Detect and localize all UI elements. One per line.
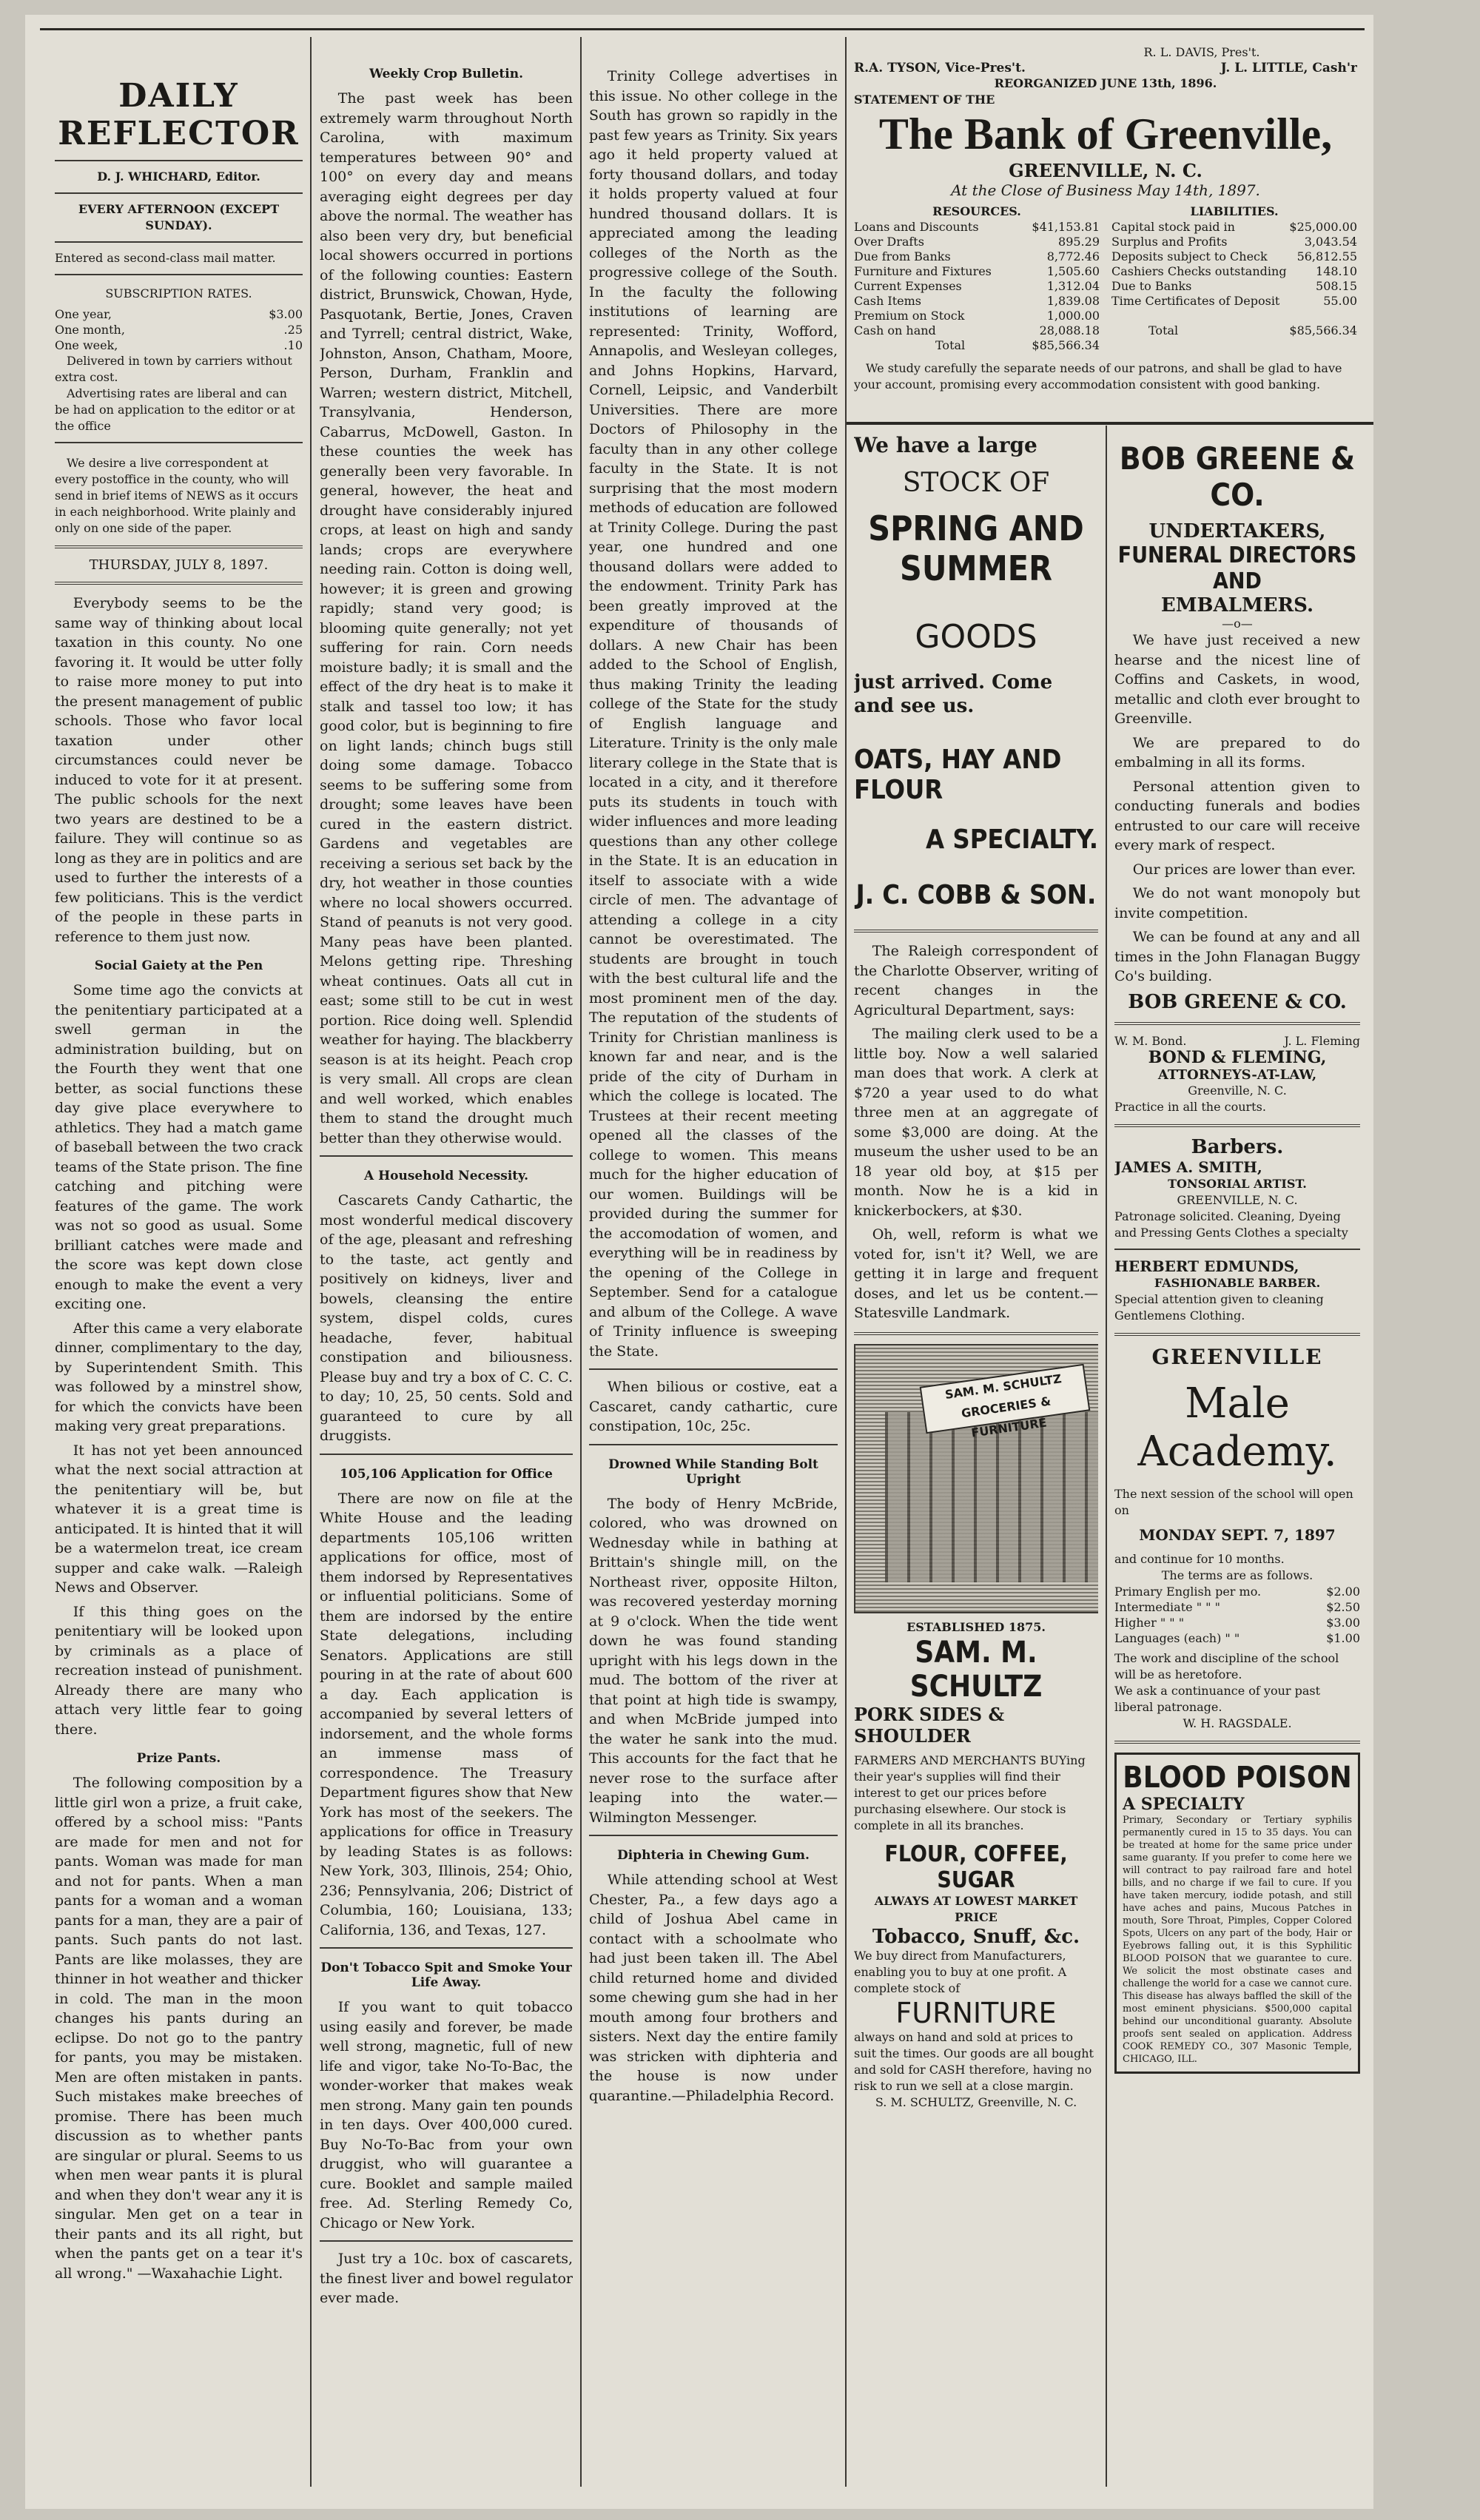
article-paragraph: Our prices are lower than ever. [1132, 861, 1356, 878]
article-paragraph: Some time ago the convicts at the penitentiary participated at a swell german in the administration building, but on the Fourth they went that one better, as social functions these day give place everywhere to athletics. They had a match game of baseball between the two crack teams of the State prison. The fine catching and pitching were features of the game. The work was not so good as usual. Some brilliant catches were made and the score was kept down close enough to make the event a very exciting one. [55, 982, 303, 1312]
article-paragraph: Oh, well, reform is what we voted for, isn't it? Well, we are getting it in large and frequent doses, and let us be content.—Statesville Landmark. [854, 1226, 1098, 1321]
schultz-pork: PORK SIDES & SHOULDER [854, 1703, 1005, 1747]
table-row: Cash Items 1,839.08 [854, 294, 1100, 308]
masthead: DAILY REFLECTOR [58, 77, 300, 152]
bank-statement: STATEMENT OF THE [854, 93, 995, 107]
bank-cashier: J. L. LITTLE, Cash'r [1220, 61, 1357, 75]
table-row: Due to Banks 508.15 [1111, 279, 1357, 293]
article-paragraph: The Raleigh correspondent of the Charlotte Observer, writing of recent changes in the Agricultural Department, says: [854, 943, 1098, 1018]
table-row: Due from Banks 8,772.46 [854, 249, 1100, 263]
column-2 [320, 44, 573, 2487]
table-row: Current Expenses 1,312.04 [854, 279, 1100, 293]
greene-title: BOB GREENE & CO. [1119, 440, 1356, 513]
bank-reorganized: REORGANIZED JUNE 13th, 1896. [994, 76, 1217, 90]
barber-name: JAMES A. SMITH, [1114, 1157, 1262, 1176]
table-row: Cash on hand 28,088.18 [854, 323, 1100, 337]
store-sign: SAM. M. SCHULTZ GROCERIES & FURNITURE [920, 1363, 1091, 1434]
lawyer-name: J. L. Fleming [1284, 1033, 1360, 1048]
cobb-goods: GOODS [915, 618, 1037, 656]
schultz-established: ESTABLISHED 1875. [906, 1619, 1046, 1634]
divider [847, 422, 1373, 425]
table-row: Time Certificates of Deposit 55.00 [1111, 294, 1357, 308]
greene-sub: UNDERTAKERS, [1148, 520, 1326, 542]
barber-name: HERBERT EDMUNDS, [1114, 1257, 1299, 1275]
article-heading: Drowned While Standing Bolt Upright [608, 1456, 818, 1487]
table-row: Over Drafts 895.29 [854, 235, 1100, 249]
issue-date: THURSDAY, JULY 8, 1897. [89, 557, 269, 573]
bank-close-date: At the Close of Business May 14th, 1897. [951, 181, 1260, 199]
article-heading: Prize Pants. [136, 1751, 221, 1766]
article-paragraph: After this came a very elaborate dinner, complimentary to the day, by Superintendent Smith. This was followed by a minstrel show, for which the convicts have been making very great preparations. [55, 1320, 303, 1434]
article-paragraph: While attending school at West Chester, Pa., a few days ago a child of Joshua Abel came in contact with a schoolmate who had just been taken ill. The Abel child returned home and divided some chewing gum she had in her mouth among four brothers and sisters. Next day the entire family was stricken with diphteria and the house is now under quarantine.—Philadelphia Record. [589, 1872, 838, 2104]
article-paragraph: There are now on file at the White House and the leading departments 105,106 written applications for office, most of them indorsed by Representatives or influential politicians. Some of them are indorsed by the entire State delegations, including Senators. Applications are still pouring in at the rate of about 600 a day. Each application is accompanied by several letters of indorsement, and the whole forms an immense mass of correspondence. The Treasury Department figures show that New York has most of the seekers. The applications for office in Treasury by leading States is as follows: New York, 303, Illinois, 254; Ohio, 236; Pennsylvania, 206; District of Columbia, 160; Louisiana, 133; California, 136, and Texas, 127. [320, 1490, 573, 1938]
blood-poison-advertisement: BLOOD POISON A SPECIALTY Primary, Secondary or Tertiary syphilis permanently cured in 15 to 35 days. You can be treated at home for the same price under same guaranty. If you prefer to come here we will contract to pay railroad fare and hotel bills, and no charge if we fail to cure. If you have taken mercury, iodide potash, and still have aches and pains, Mucous Patches in mouth, Sore Throat, Pimples, Copper Colored Spots, Ulcers on any part of the body, Hair or Eyebrows falling out, it is this Syphilitic BLOOD POISON that we guarantee to cure. We solicit the most obstinate cases and challenge the world for a case we cannot cure. This disease has always baffled the skill of the most eminent physicians. $500,000 capital behind our unconditional guaranty. Absolute proofs sent sealed on application. Address COOK REMEDY CO., 307 Masonic Temple, CHICAGO, ILL. [1114, 1753, 1360, 2074]
greene-sub: EMBALMERS. [1160, 594, 1314, 616]
subscription-heading: SUBSCRIPTION RATES. [105, 286, 252, 300]
entered-line: Entered as second-class mail matter. [55, 251, 276, 265]
academy-title: GREENVILLE [1151, 1344, 1323, 1369]
schultz-farmers: FARMERS AND MERCHANTS BUYing their year's supplies will find their interest to get our prices before purchasing elsewhere. Our stock is complete in all its branches. [854, 1753, 1086, 1832]
tuition-row: Languages (each) " " $1.00 [1114, 1630, 1360, 1645]
schultz-cash: always on hand and sold at prices to suit the times. Our goods are all bought and sold for CASH therefore, having no risk to run we sell at a close margin. [854, 2029, 1094, 2093]
bank-city: GREENVILLE, N. C. [1009, 160, 1202, 181]
schedule-line: EVERY AFTERNOON (EXCEPT SUNDAY). [78, 202, 280, 232]
bank-note: We study carefully the separate needs of our patrons, and shall be glad to have your account, promising every accommodation consistent with good banking. [854, 361, 1342, 392]
barbers-heading: Barbers. [1191, 1135, 1284, 1158]
law-title: ATTORNEYS-AT-LAW, [1157, 1066, 1317, 1083]
cobb-line: A SPECIALTY. [926, 824, 1098, 855]
article-paragraph: We can be found at any and all times in the John Flanagan Buggy Co's building. [1114, 929, 1360, 984]
tuition-row: Intermediate " " " $2.50 [1114, 1599, 1360, 1614]
cobb-signature: J. C. COBB & SON. [855, 880, 1097, 910]
bank-president: R. L. DAVIS, Pres't. [1143, 45, 1260, 59]
article-paragraph: The following composition by a little girl won a prize, a fruit cake, offered by a school miss: "Pants are made for men and not for pants. Woman was made for man and not for pants. When a man pants for a woman and a woman pants for a man, they are a pair of pants. Such pants do not last. Pants are like molasses, they are thinner in hot weather and thicker in cold. The man in the moon changes his pants during an eclipse. Do not go to the pantry for pants, you may be mistaken. Men are often mistaken in pants. Such mistakes make breeches of promise. There has been much discussion as to whether pants are singular or plural. Seems to us when men wear pants it is plural and when they don't wear any it is singular. Men get on a tear in their pants and its all right, but when the pants get on a tear it's all wrong." —Waxahachie Light. [55, 1775, 303, 2282]
cobb-line: just arrived. Come and see us. [854, 671, 1053, 717]
schultz-tobacco: Tobacco, Snuff, &c. [872, 1925, 1080, 1948]
schultz-always: ALWAYS AT LOWEST MARKET PRICE [874, 1893, 1078, 1924]
article-paragraph: We are prepared to do embalming in all its forms. [1114, 734, 1360, 770]
column-rule [310, 37, 312, 2487]
schultz-signature: S. M. SCHULTZ, Greenville, N. C. [875, 2094, 1077, 2109]
law-city: Greenville, N. C. [1188, 1083, 1287, 1098]
table-row: Furniture and Fixtures 1,505.60 [854, 264, 1100, 278]
article-paragraph: Just try a 10c. box of cascarets, the finest liver and bowel regulator ever made. [320, 2251, 573, 2306]
column-3 [589, 44, 838, 2487]
tuition-row: Higher " " " $3.00 [1114, 1615, 1360, 1630]
column-rule [580, 37, 582, 2487]
advertising-note: Advertising rates are liberal and can be had on application to the editor or at the office [55, 386, 295, 433]
cobb-line: We have a large [854, 433, 1037, 457]
rate-row: One week, .10 [55, 338, 303, 352]
correspondent-note: We desire a live correspondent at every postoffice in the county, who will send in brief items of NEWS as it occurs in each neighborhood. Write plainly and only on one side of the paper. [55, 456, 298, 535]
article-paragraph: When bilious or costive, eat a Cascaret, candy cathartic, cure constipation, 10c, 25c. [589, 1379, 838, 1434]
bank-vice-president: R.A. TYSON, Vice-Pres't. [854, 61, 1026, 75]
liabilities-table: LIABILITIES. Capital stock paid in $25,000.00 Surplus and Profits 3,043.54 Deposits subject to Check 56,812.55 Cashiers Checks outstanding 148.10 Due to Banks 508.15 Time Certificates of Deposit 55.00 Total $85,566.34 [1111, 204, 1357, 337]
law-practice: Practice in all the courts. [1114, 1099, 1266, 1114]
schultz-store-engraving [854, 1344, 1098, 1613]
greene-signature: BOB GREENE & CO. [1128, 990, 1347, 1013]
table-row: Total $85,566.34 [935, 338, 1100, 352]
rate-row: One month, .25 [55, 323, 303, 337]
article-paragraph: We have just received a new hearse and the nicest line of Coffins and Caskets, in wood, metallic and cloth ever brought to Greenville. [1114, 632, 1360, 727]
cobb-line: STOCK OF [902, 468, 1050, 498]
cobb-headline: SPRING AND SUMMER [868, 508, 1084, 588]
academy-title: Male Academy. [1137, 1379, 1337, 1476]
column-5: BOB GREENE & CO. UNDERTAKERS, FUNERAL DIRECTORS AND EMBALMERS. —o— We have just received a new hearse and the nicest line of Coffins and Caskets, in wood, metallic and cloth ever brought to Greenville. We are prepared to do embalming in all its forms. Personal attention given to conducting funerals and bodies entrusted to our care will receive every mark of respect. Our prices are lower than ever. We do not want monopoly but invite competition. We can be found at any and all times in the John Flanagan Buggy Co's building. BOB GREENE & CO. W. M. Bond. J. L. Fleming BOND & FLEMING, ATTORNEYS-AT-LAW, Greenville, N. C. Practice in all the courts. Barbers. JAMES A. SMITH, TONSORIAL ARTIST. GREENVILLE, N. C. Patronage solicited. Cleaning, Dyeing and Pressing Gents Clothes a specialty HERBERT EDMUNDS, FASHIONABLE BARBER. Special attention given to cleaning Gentlemens Clothing. GREENVILLE Male Academy. The next session of the school will open on MONDAY SEPT. 7, 1897 and continue for 10 months. The terms are as follows. Primary English per mo. $2.00 Intermediate " " " $2.50 Higher " " " $3.00 Languages (each) " " $1.00 The work and discipline of the school will be as heretofore. We ask a continuance of your past liberal patronage. W. H. RAGSDALE. BLOOD POISON A SPECIALTY Primary, Secondary or Tertiary syphilis permanently cured in 15 to 35 days. You can be treated at home for the same price under same guaranty. If you prefer to come here we will contract to pay railroad fare and hotel bills, and no charge if we fail to cure. If you have taken mercury, iodide potash, and still have aches and pains, Mucous Patches in mouth, Sore Throat, Pimples, Copper Colored Spots, Ulcers on any part of the body, Hair or Eyebrows falling out, it is this Syphilitic BLOOD POISON that we guarantee to cure. We solicit the most obstinate cases and challenge the world for a case we cannot cure. This disease has always baffled the skill of the most eminent physicians. $500,000 capital behind our unconditional guaranty. Absolute proofs sent sealed on application. Address COOK REMEDY CO., 307 Masonic Temple, CHICAGO, ILL. [1114, 433, 1360, 2487]
column-4 [854, 433, 1098, 2487]
article-paragraph: Trinity College advertises in this issue. No other college in the South has grown so rapidly in the past few years as Trinity. Six years ago it held property valued at forty thousand dollars, and today it holds property valued at four hundred thousand dollars. It is appreciated among the leading colleges of the North as the progressive college of the South. In the faculty the following institutions of learning are represented: Trinity, Wofford, Annapolis, and Wesleyan colleges, and Johns Hopkins, Harvard, Cornell, Leipsic, and Vanderbilt Universities. There are more Doctors of Philosophy in the faculty than in any other college faculty in the State. It is not surprising that the most modern methods of education are followed at Trinity College. During the past year, one hundred and one thousand dollars were added to the endowment. Trinity Park has been greatly improved at the expenditure of thousands of dollars. A new Chair has been added to the School of English, thus making Trinity the leading college of the State for the study of English language and Literature. Trinity is the only male literary college in the State that is located in a city, and it therefore puts its students in touch with wider influences and more leading questions than any other college in the State. It is an education in itself to associate with a wide circle of men. The advantage of attending a college in a city cannot be overestimated. The students are brought in touch with the best cultural life and the most prominent men of the day. The reputation of the students of Trinity for Christian manliness is known far and near, and is the pride of the city of Durham in which the college is located. The Trustees at their recent meeting opened all the classes of the college to women. This means much for the higher education of our women. Buildings will be provided during the summer for the accomodation of women, and everything will be in readiness by the opening of the College in September. Send for a catalogue and album of the College. A wave of Trinity influence is sweeping the State. [589, 68, 838, 1360]
law-firm: BOND & FLEMING, [1148, 1047, 1327, 1067]
blood-title: BLOOD POISON [1123, 1760, 1352, 1795]
delivered-note: Delivered in town by carriers without extra cost. [55, 354, 292, 384]
article-heading: Weekly Crop Bulletin. [369, 67, 524, 81]
cobb-line: OATS, HAY AND FLOUR [854, 745, 1062, 805]
article-heading: 105,106 Application for Office [340, 1466, 553, 1482]
article-heading: Don't Tobacco Spit and Smoke Your Life Away. [320, 1960, 572, 1990]
article-paragraph: The mailing clerk used to be a little boy. Now a well salaried man does that work. A clerk at $720 a year used to do what three men at an aggregate of some $3,000 are doing. At the museum the usher used to be an 18 year old boy, at $15 per month. Now he is a kid in knickerbockers, at $30. [854, 1026, 1098, 1219]
schultz-direct: We buy direct from Manufacturers, enabling you to buy at one profit. A complete stock of [854, 1948, 1067, 1995]
editorial-text: Everybody seems to be the same way of thinking about local taxation in this county. No one favoring it. It would be utter folly to raise more money to put into the present management of public schools. Those who favor local taxation under other circumstances could never be induced to vote for it at present. The public schools for the next two years are destined to be a failure. They will continue so as long as they are in politics and are used to further the interests of a few politicians. This is the verdict of the people in these parts in reference to them just now. [55, 595, 303, 945]
column-rule [1106, 426, 1107, 2487]
schultz-furniture: FURNITURE [895, 1996, 1057, 2029]
table-row: Cashiers Checks outstanding 148.10 [1111, 264, 1357, 278]
article-paragraph: The body of Henry McBride, colored, who was drowned on Wednesday while in bathing at Brittain's shingle mill, on the Northeast river, opposite Hilton, was recovered yesterday morning at 9 o'clock. When the tide went down he was found standing upright with his legs down in the mud. The bottom of the river at that point at high tide is swampy, and when McBride jumped into the water he sank into the mud. This accounts for the fact that he never rose to the surface after leaping into the water.—Wilmington Messenger. [589, 1495, 838, 1826]
tuition-row: Primary English per mo. $2.00 [1114, 1584, 1360, 1599]
schultz-name: SAM. M. SCHULTZ [909, 1635, 1043, 1704]
resources-table: RESOURCES. Loans and Discounts $41,153.81 Over Drafts 895.29 Due from Banks 8,772.46 Furniture and Fixtures 1,505.60 Current Expenses 1,312.04 Cash Items 1,839.08 Premium on Stock 1,000.00 Cash on hand 28,088.18 Total $85,566.34 [854, 204, 1100, 352]
rate-row: One year, $3.00 [55, 307, 303, 321]
table-row: Capital stock paid in $25,000.00 [1111, 220, 1357, 234]
academy-date: MONDAY SEPT. 7, 1897 [1139, 1525, 1336, 1544]
rates-list [55, 306, 303, 353]
table-row: Total $85,566.34 [1148, 323, 1357, 337]
article-heading: A Household Necessity. [363, 1169, 529, 1183]
bank-advertisement [854, 44, 1357, 418]
top-rule [40, 28, 1365, 30]
schultz-flour: FLOUR, COFFEE, SUGAR [884, 1841, 1068, 1893]
column-1 [55, 44, 303, 2487]
bank-title: The Bank of Greenville, [878, 110, 1333, 158]
article-paragraph: Personal attention given to conducting funerals and bodies entrusted to our care will receive every mark of respect. [1114, 778, 1360, 853]
table-row: Deposits subject to Check 56,812.55 [1111, 249, 1357, 263]
greene-sub: FUNERAL DIRECTORS AND [1117, 542, 1357, 594]
article-heading: Social Gaiety at the Pen [94, 958, 263, 973]
table-row: Surplus and Profits 3,043.54 [1111, 235, 1357, 249]
table-row: Premium on Stock 1,000.00 [854, 309, 1100, 323]
article-paragraph: It has not yet been announced what the next social attraction at the penitentiary will be, but whatever it is a great time is anticipated. It is hinted that it will be a watermelon treat, ice cream supper and cake walk. —Raleigh News and Observer. [55, 1442, 303, 1596]
article-paragraph: If this thing goes on the penitentiary will be looked upon by criminals as a place of recreation instead of punishment. Already there are many who attach very little fear to going there. [55, 1603, 303, 1738]
column-rule [845, 37, 847, 2487]
editor-line: D. J. WHICHARD, Editor. [97, 169, 260, 184]
lawyer-name: W. M. Bond. [1114, 1033, 1187, 1048]
newspaper-page [25, 15, 1373, 2509]
article-paragraph: The past week has been extremely warm throughout North Carolina, with maximum temperatures between 90° and 100° on every day and means averaging eight degrees per day above the normal. The weather has also been very dry, but beneficial local showers occurred in portions of the following counties: Eastern district, Brunswick, Chowan, Hyde, Pasquotank, Bertie, Jones, Craven and Tyrrell; central district, Wake, Johnston, Anson, Chatham, Moore, Person, Durham, Franklin and Warren; western district, Mitchell, Transylvania, Henderson, Cabarrus, McDowell, Gaston. In these counties the week has generally been very favorable. In general, however, the heat and drought have considerably injured crops, at least on high and sandy lands; crops are everywhere needing rain. Cotton is doing well, however; it is green and growing rapidly; stand very good; is blooming quite generally; not yet suffering for rain. Corn needs moisture badly; it is small and the effect of the dry heat is to make it stalk and tassel too low; it has good color, but is beginning to fire on light lands; chinch bugs still doing some damage. Tobacco seems to be suffering some from drought; some leaves have been cured in the eastern district. Gardens and vegetables are receiving a serious set back by the dry, hot weather in those counties where no local showers occurred. Stand of peanuts is not very good. Many peas have been planted. Melons getting ripe. Threshing wheat continues. Oats all cut in east; some still to be cut in west portion. Rice doing well. Splendid weather for haying. The blackberry season is at its height. Peach crop is very small. All crops are clean and well worked, which enables them to stand the drought much better than they otherwise would. [320, 90, 573, 1146]
article-paragraph: We do not want monopoly but invite competition. [1114, 885, 1360, 921]
article-paragraph: If you want to quit tobacco using easily and forever, be made well strong, magnetic, full of new life and vigor, take No-To-Bac, the wonder-worker that makes weak men strong. Many gain ten pounds in ten days. Over 400,000 cured. Buy No-To-Bac from your own druggist, who will guarantee a cure. Booklet and sample mailed free. Ad. Sterling Remedy Co, Chicago or New York. [320, 1999, 573, 2231]
article-heading: Diphteria in Chewing Gum. [617, 1848, 810, 1863]
article-paragraph: Cascarets Candy Cathartic, the most wonderful medical discovery of the age, pleasant and refreshing to the taste, act gently and positively on kidneys, liver and bowels, cleansing the entire system, dispel colds, cures headache, fever, habitual constipation and biliousness. Please buy and try a box of C. C. C. to day; 10, 25, 50 cents. Sold and guaranteed to cure by all druggists. [320, 1192, 573, 1444]
table-row: Loans and Discounts $41,153.81 [854, 220, 1100, 234]
